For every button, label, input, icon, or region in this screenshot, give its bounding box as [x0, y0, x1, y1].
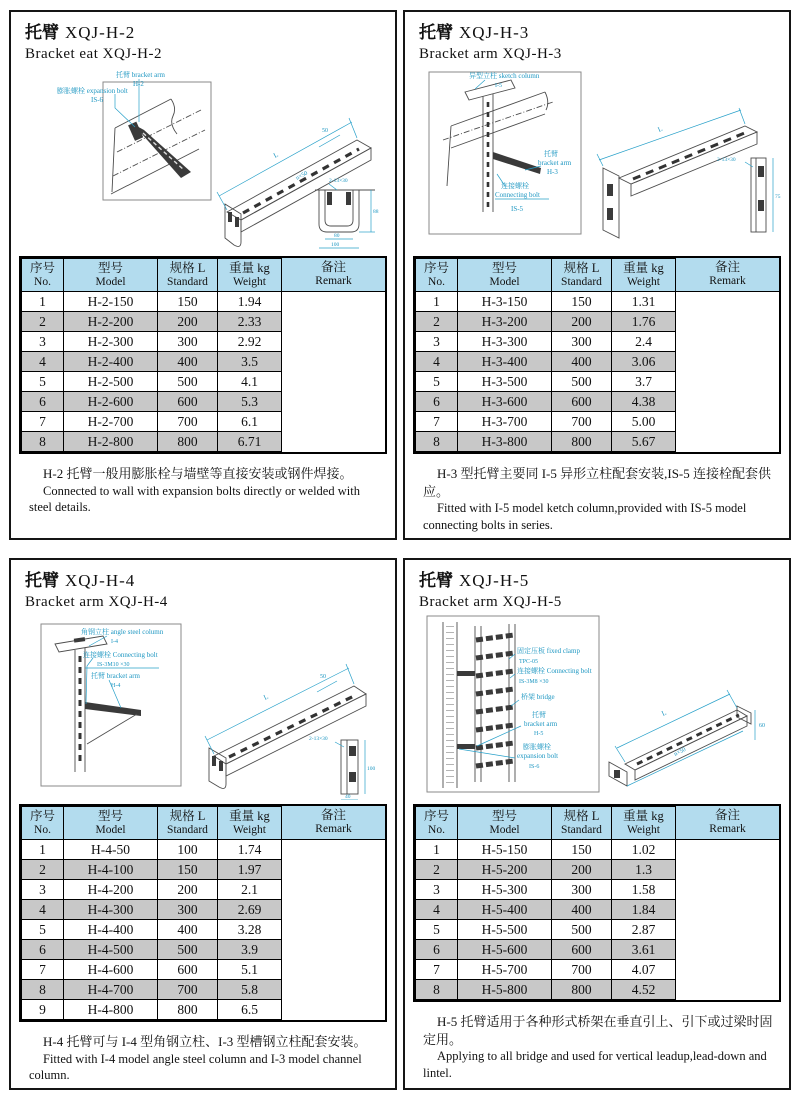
cell-model: H-5-200 — [458, 860, 552, 880]
cell-weight: 3.06 — [612, 352, 676, 372]
cell-no: 7 — [416, 960, 458, 980]
cell-standard: 500 — [158, 372, 218, 392]
label-bracket-arm: 托臂 — [532, 711, 546, 720]
cell-model: H-2-600 — [64, 392, 158, 412]
cell-weight: 3.5 — [218, 352, 282, 372]
cell-no: 4 — [22, 352, 64, 372]
dim-section-slots: 2-13×30 — [309, 736, 328, 743]
cell-model: H-2-150 — [64, 292, 158, 312]
cell-model: H-3-800 — [458, 432, 552, 452]
col-header-remark: 备注 Remark — [282, 258, 385, 292]
cell-no: 7 — [22, 960, 64, 980]
cell-model: H-2-800 — [64, 432, 158, 452]
cell-no: 4 — [416, 352, 458, 372]
col-header-no: 序号 No. — [22, 807, 64, 840]
cell-model: H-2-200 — [64, 312, 158, 332]
cell-model: H-3-500 — [458, 372, 552, 392]
cell-weight: 3.9 — [218, 940, 282, 960]
cell-weight: 1.58 — [612, 880, 676, 900]
h4-drawing-svg — [19, 614, 387, 800]
dim-slot-pitch: n×50 — [673, 747, 688, 759]
footnote-english: Fitted with I-4 model angle steel column and I-3 model channel column. — [29, 1051, 362, 1083]
cell-standard: 400 — [552, 900, 612, 920]
cell-no: 1 — [416, 840, 458, 860]
cell-weight: 5.67 — [612, 432, 676, 452]
cell-weight: 4.07 — [612, 960, 676, 980]
cell-weight: 5.1 — [218, 960, 282, 980]
title-model-code: XQJ-H-4 — [65, 571, 136, 590]
cell-model: H-2-500 — [64, 372, 158, 392]
page-title — [25, 570, 385, 592]
col-header-standard: 规格 L Standard — [158, 259, 218, 292]
dim-section-height: 100 — [367, 766, 376, 773]
cell-no: 5 — [416, 372, 458, 392]
cell-standard: 150 — [552, 840, 612, 860]
cell-weight: 1.97 — [218, 860, 282, 880]
cell-weight: 1.02 — [612, 840, 676, 860]
cell-standard: 600 — [552, 392, 612, 412]
cell-standard: 500 — [158, 940, 218, 960]
cell-standard: 200 — [158, 880, 218, 900]
label-expansion-bolt: 膨胀螺栓 expansion bolt — [57, 87, 128, 96]
cell-standard: 200 — [552, 860, 612, 880]
h2-drawing-svg — [19, 66, 387, 252]
cell-model: H-2-300 — [64, 332, 158, 352]
cell-standard: 800 — [158, 432, 218, 452]
table-row — [416, 980, 676, 1000]
cell-weight: 1.76 — [612, 312, 676, 332]
cell-model: H-5-700 — [458, 960, 552, 980]
page-title-english: Bracket arm XQJ-H-4 — [25, 594, 168, 611]
cell-weight: 5.3 — [218, 392, 282, 412]
table-row — [22, 312, 282, 332]
label-bracket-arm: 托臂 — [544, 150, 558, 159]
cell-weight: 4.1 — [218, 372, 282, 392]
col-header-standard: 规格 L Standard — [552, 807, 612, 840]
dim-section-slots: 2-13×30 — [329, 178, 348, 185]
h2-assembly-drawing — [19, 66, 387, 252]
cell-standard: 600 — [552, 940, 612, 960]
table-row — [416, 880, 676, 900]
footnote-english: Applying to all bridge and used for vertical leadup,lead-down and lintel. — [423, 1049, 767, 1080]
cell-standard: 300 — [158, 332, 218, 352]
cell-standard: 300 — [552, 332, 612, 352]
label-connecting-bolt: 连接螺栓 Connecting bolt — [517, 667, 592, 676]
label-angle-steel-column: 角钢立柱 angle steel column — [81, 628, 164, 637]
cell-standard: 150 — [552, 292, 612, 312]
table-row — [416, 412, 676, 432]
label-bracket-arm: 托臂 bracket arm — [91, 672, 140, 681]
cell-weight: 2.4 — [612, 332, 676, 352]
footnote-chinese: H-2 托臂一般用膨胀栓与墙壁等直接安装或钢件焊接。 — [43, 466, 353, 482]
dim-slot-pitch: n×50 — [295, 170, 309, 183]
cell-standard: 700 — [552, 960, 612, 980]
cell-standard: 500 — [552, 372, 612, 392]
dim-length: L — [660, 709, 668, 719]
dim-section-outer-width: 100 — [331, 242, 340, 249]
table-row — [416, 292, 676, 312]
cell-model: H-3-150 — [458, 292, 552, 312]
table-row — [22, 332, 282, 352]
cell-standard: 400 — [158, 352, 218, 372]
table-row — [22, 900, 282, 920]
cell-weight: 3.28 — [218, 920, 282, 940]
cell-weight: 1.84 — [612, 900, 676, 920]
remark-column — [282, 806, 385, 1020]
cell-no: 7 — [22, 412, 64, 432]
cell-model: H-3-200 — [458, 312, 552, 332]
cell-weight: 3.7 — [612, 372, 676, 392]
cell-standard: 500 — [552, 920, 612, 940]
remark-column — [282, 258, 385, 452]
cell-no: 5 — [416, 920, 458, 940]
cell-standard: 700 — [158, 980, 218, 1000]
cell-no: 2 — [416, 312, 458, 332]
cell-model: H-2-700 — [64, 412, 158, 432]
table-row — [22, 292, 282, 312]
cell-no: 3 — [22, 332, 64, 352]
col-header-remark: 备注 Remark — [676, 806, 779, 840]
footnote-chinese: H-4 托臂可与 I-4 型角钢立柱、I-3 型槽钢立柱配套安装。 — [43, 1034, 367, 1050]
dim-length: L — [656, 125, 664, 135]
cell-standard: 600 — [158, 960, 218, 980]
table-row — [416, 332, 676, 352]
table-row — [416, 432, 676, 452]
spec-table — [413, 256, 781, 454]
label-bracket-arm-code: H-4 — [111, 683, 121, 690]
label-bracket-arm-code: H-2 — [133, 80, 144, 89]
col-header-weight: 重量 kg Weight — [218, 807, 282, 840]
cell-no: 6 — [416, 392, 458, 412]
cell-no: 6 — [416, 940, 458, 960]
cell-model: H-3-400 — [458, 352, 552, 372]
label-bracket-arm-en: bracket arm — [524, 720, 558, 729]
spec-table — [19, 256, 387, 454]
page-title-english: Bracket arm XQJ-H-3 — [419, 46, 562, 63]
cell-standard: 600 — [158, 392, 218, 412]
cell-standard: 200 — [552, 312, 612, 332]
panel-title-block — [413, 566, 781, 614]
panel-title-block — [19, 566, 387, 614]
table-row — [416, 900, 676, 920]
cell-model: H-4-800 — [64, 1000, 158, 1020]
cell-weight: 4.52 — [612, 980, 676, 1000]
remark-empty-cell — [676, 840, 779, 1000]
table-row — [416, 940, 676, 960]
cell-weight: 4.38 — [612, 392, 676, 412]
table-row — [22, 1000, 282, 1020]
cell-standard: 100 — [158, 840, 218, 860]
cell-model: H-3-300 — [458, 332, 552, 352]
dim-section-inner-width: 80 — [334, 233, 340, 240]
remark-column — [676, 258, 779, 452]
page-title — [419, 570, 779, 592]
cell-standard: 150 — [158, 292, 218, 312]
cell-model: H-5-800 — [458, 980, 552, 1000]
table-row — [22, 412, 282, 432]
table-row — [22, 352, 282, 372]
table-row — [22, 432, 282, 452]
table-row — [22, 960, 282, 980]
cell-weight: 6.5 — [218, 1000, 282, 1020]
table-row — [416, 840, 676, 860]
col-header-weight: 重量 kg Weight — [612, 807, 676, 840]
cell-model: H-4-500 — [64, 940, 158, 960]
cell-no: 3 — [416, 332, 458, 352]
h3-drawing-svg — [413, 66, 781, 252]
cell-weight: 2.69 — [218, 900, 282, 920]
cell-no: 1 — [22, 292, 64, 312]
title-chinese: 托臂 — [25, 571, 59, 590]
cell-model: H-5-300 — [458, 880, 552, 900]
cell-standard: 400 — [158, 920, 218, 940]
page-title-english: Bracket eat XQJ-H-2 — [25, 46, 162, 63]
cell-no: 8 — [416, 432, 458, 452]
label-sketch-column-code: I-5 — [495, 83, 502, 90]
product-panel-h4 — [9, 558, 397, 1090]
label-bracket-arm-en: bracket arm — [538, 159, 572, 168]
cell-no: 2 — [22, 312, 64, 332]
h3-assembly-drawing — [413, 66, 781, 252]
col-header-no: 序号 No. — [22, 259, 64, 292]
label-fixed-clamp: 固定压板 fixed clamp — [517, 647, 580, 656]
col-header-standard: 规格 L Standard — [158, 807, 218, 840]
cell-model: H-4-600 — [64, 960, 158, 980]
h4-section-detail — [309, 736, 376, 800]
label-sketch-column: 异型立柱 sketch column — [469, 72, 540, 81]
table-row — [416, 860, 676, 880]
label-connecting-bolt: 连接螺栓 — [501, 182, 529, 191]
label-bracket-arm-code: H-3 — [547, 168, 558, 177]
dim-60: 60 — [759, 723, 765, 730]
cell-standard: 700 — [158, 412, 218, 432]
title-chinese: 托臂 — [419, 571, 453, 590]
cell-weight: 2.33 — [218, 312, 282, 332]
cell-model: H-2-400 — [64, 352, 158, 372]
cell-standard: 800 — [552, 980, 612, 1000]
cell-model: H-4-200 — [64, 880, 158, 900]
panel-title-block — [413, 18, 781, 66]
label-connecting-bolt-code: IS-3M8 ×30 — [519, 679, 549, 686]
h5-assembly-drawing — [413, 614, 781, 800]
cell-weight: 1.31 — [612, 292, 676, 312]
cell-standard: 150 — [158, 860, 218, 880]
table-row — [22, 920, 282, 940]
title-chinese: 托臂 — [419, 23, 453, 42]
title-model-code: XQJ-H-2 — [65, 23, 136, 42]
footnote-chinese: H-5 托臂适用于各种形式桥架在垂直引上、引下或过梁时固定用。 — [423, 1014, 773, 1047]
cell-model: H-5-400 — [458, 900, 552, 920]
remark-empty-cell — [282, 292, 385, 452]
label-expansion-bolt-code: IS-6 — [529, 764, 540, 771]
cell-no: 4 — [416, 900, 458, 920]
table-row — [416, 920, 676, 940]
col-header-model: 型号 Model — [458, 807, 552, 840]
cell-weight: 1.3 — [612, 860, 676, 880]
label-expansion-bolt-en: expansion bolt — [517, 752, 559, 761]
h4-assembly-drawing — [19, 614, 387, 800]
cell-no: 2 — [22, 860, 64, 880]
footnote-english: Fitted with I-5 model ketch column,provided with IS-5 model connecting bolts in series. — [423, 501, 747, 532]
cell-model: H-4-300 — [64, 900, 158, 920]
label-fixed-clamp-code: TPC-05 — [519, 659, 539, 666]
cell-standard: 700 — [552, 412, 612, 432]
cell-model: H-4-50 — [64, 840, 158, 860]
remark-column — [676, 806, 779, 1000]
footnote — [19, 1031, 387, 1085]
col-header-weight: 重量 kg Weight — [612, 259, 676, 292]
cell-no: 9 — [22, 1000, 64, 1020]
label-connecting-bolt-code: IS-3M10 ×30 — [97, 662, 130, 669]
col-header-no: 序号 No. — [416, 259, 458, 292]
table-row — [22, 392, 282, 412]
cell-weight: 5.8 — [218, 980, 282, 1000]
label-connecting-bolt-code: IS-5 — [511, 205, 524, 214]
cell-no: 5 — [22, 920, 64, 940]
cell-model: H-3-700 — [458, 412, 552, 432]
label-expansion-bolt: 膨胀螺栓 — [523, 743, 551, 752]
table-row — [416, 392, 676, 412]
footnote — [413, 1011, 781, 1083]
label-bracket-arm-code: H-5 — [534, 731, 544, 738]
col-header-remark: 备注 Remark — [282, 806, 385, 840]
footnote — [413, 463, 781, 535]
label-bridge: 桥架 bridge — [521, 693, 555, 702]
dim-length: L — [272, 151, 280, 161]
cell-standard: 200 — [158, 312, 218, 332]
footnote-english: Connected to wall with expansion bolts directly or welded with steel details. — [29, 483, 360, 515]
panel-title-block — [19, 18, 387, 66]
col-header-weight: 重量 kg Weight — [218, 259, 282, 292]
cell-weight: 1.94 — [218, 292, 282, 312]
col-header-model: 型号 Model — [64, 807, 158, 840]
dim-length: L — [262, 693, 270, 703]
cell-weight: 6.1 — [218, 412, 282, 432]
cell-standard: 800 — [158, 1000, 218, 1020]
page-title-english: Bracket arm XQJ-H-5 — [419, 594, 562, 611]
remark-empty-cell — [282, 840, 385, 1020]
cell-weight: 5.00 — [612, 412, 676, 432]
label-connecting-bolt: 连接螺栓 Connecting bolt — [83, 651, 158, 660]
col-header-no: 序号 No. — [416, 807, 458, 840]
table-row — [22, 880, 282, 900]
table-row — [416, 352, 676, 372]
cell-model: H-4-400 — [64, 920, 158, 940]
spec-table — [413, 804, 781, 1002]
cell-no: 6 — [22, 392, 64, 412]
table-row — [416, 960, 676, 980]
spec-table — [19, 804, 387, 1022]
cell-weight: 2.1 — [218, 880, 282, 900]
title-chinese: 托臂 — [25, 23, 59, 42]
dim-section-width: 40 — [345, 794, 351, 801]
col-header-model: 型号 Model — [64, 259, 158, 292]
dim-50: 50 — [322, 128, 328, 135]
cell-no: 7 — [416, 412, 458, 432]
table-row — [22, 372, 282, 392]
h3-section-detail — [717, 157, 781, 232]
cell-no: 2 — [416, 860, 458, 880]
cell-weight: 1.74 — [218, 840, 282, 860]
cell-weight: 2.92 — [218, 332, 282, 352]
table-row — [416, 372, 676, 392]
dim-section-height: 88 — [373, 209, 379, 216]
col-header-model: 型号 Model — [458, 259, 552, 292]
cell-no: 6 — [22, 940, 64, 960]
table-row — [22, 860, 282, 880]
cell-no: 8 — [416, 980, 458, 1000]
cell-weight: 3.61 — [612, 940, 676, 960]
label-bracket-arm: 托臂 bracket arm — [116, 71, 165, 80]
cell-model: H-5-500 — [458, 920, 552, 940]
dim-50: 50 — [320, 674, 326, 681]
table-row — [22, 940, 282, 960]
col-header-standard: 规格 L Standard — [552, 259, 612, 292]
product-panel-h5 — [403, 558, 791, 1090]
footnote — [19, 463, 387, 517]
cell-weight: 6.71 — [218, 432, 282, 452]
table-row — [22, 840, 282, 860]
cell-no: 3 — [416, 880, 458, 900]
cell-no: 4 — [22, 900, 64, 920]
cell-no: 1 — [416, 292, 458, 312]
label-connecting-bolt-en: Connecting bolt — [495, 191, 540, 200]
title-model-code: XQJ-H-5 — [459, 571, 530, 590]
cell-no: 3 — [22, 880, 64, 900]
cell-model: H-5-600 — [458, 940, 552, 960]
dim-section-height: 75 — [775, 194, 781, 201]
cell-no: 8 — [22, 432, 64, 452]
cell-model: H-4-700 — [64, 980, 158, 1000]
product-panel-h3 — [403, 10, 791, 540]
footnote-chinese: H-3 型托臂主要同 I-5 异形立柱配套安装,IS-5 连接栓配套供应。 — [423, 466, 772, 499]
cell-standard: 300 — [552, 880, 612, 900]
cell-no: 8 — [22, 980, 64, 1000]
cell-model: H-3-600 — [458, 392, 552, 412]
table-row — [416, 312, 676, 332]
cell-no: 1 — [22, 840, 64, 860]
page-title — [25, 22, 385, 44]
table-row — [22, 980, 282, 1000]
remark-empty-cell — [676, 292, 779, 452]
cell-weight: 2.87 — [612, 920, 676, 940]
dim-section-slots: 2-13×30 — [717, 157, 736, 164]
cell-model: H-5-150 — [458, 840, 552, 860]
cell-standard: 400 — [552, 352, 612, 372]
title-model-code: XQJ-H-3 — [459, 23, 530, 42]
cell-model: H-4-100 — [64, 860, 158, 880]
product-panel-h2 — [9, 10, 397, 540]
page-title — [419, 22, 779, 44]
label-angle-steel-column-code: I-4 — [111, 639, 118, 646]
h5-drawing-svg — [413, 614, 781, 800]
h2-section-detail — [315, 178, 379, 248]
cell-standard: 800 — [552, 432, 612, 452]
cell-no: 5 — [22, 372, 64, 392]
cell-standard: 300 — [158, 900, 218, 920]
label-expansion-bolt-code: IS-6 — [91, 96, 104, 105]
col-header-remark: 备注 Remark — [676, 258, 779, 292]
